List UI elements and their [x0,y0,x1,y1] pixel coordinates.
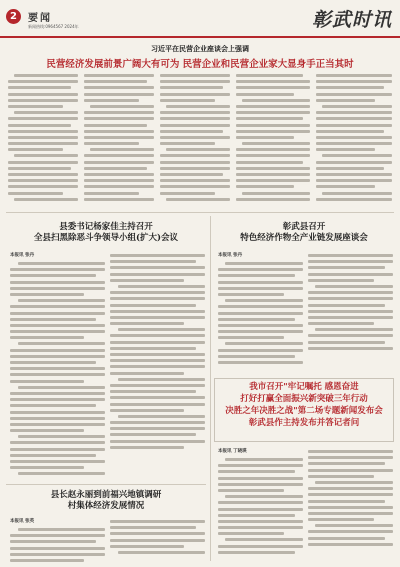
lead-body-col-2 [84,74,154,209]
lead-body-col-1 [8,74,78,209]
story-left-top-byline: 本报讯 张丹 [10,253,35,258]
page-number: 2 [6,9,21,24]
story-right-top-col-1 [218,250,303,370]
story-right-bottom-col-2 [308,450,393,561]
story-right-top-col-2 [308,254,393,370]
lead-headline: 民营经济发展前景广阔大有可为 民营企业和民营企业家大显身手正当其时 [46,59,354,70]
story-right-top-byline: 本报讯 张丹 [218,253,243,258]
story-left-bottom-headline: 县长赵永丽到前福兴地镇调研 村集体经济发展情况 [50,490,162,511]
lead-body-col-3 [160,74,230,209]
story-left-bottom-col-1 [10,516,105,563]
lead-kicker: 习近平在民营企业座谈会上强调 [151,44,249,53]
header-meta: 新闻热线:0964567 2024年 [28,24,79,29]
lead-body-col-5 [316,74,392,209]
story-right-bottom-col-1 [218,446,303,561]
lead-body-col-4 [236,74,310,209]
story-right-bottom-byline: 本报讯 丁晓瑛 [218,449,247,454]
page-header [0,0,400,38]
story-right-bottom-headline: 我市召开"牢记嘱托 感恩奋进 打好打赢全面振兴新突破三年行动 决胜之年决胜之战"第二场专题新闻发布会 彰武县作主持发布并答记者问 [225,382,383,428]
story-left-divider [6,484,206,485]
section-divider [6,212,394,213]
story-left-top-headline: 县委书记杨家佳主持召开 全县扫黑除恶斗争领导小组(扩大)会议 [33,222,179,243]
story-left-bottom-byline: 本报讯 张英 [10,519,35,524]
header-rule [0,36,400,38]
story-left-bottom-col-2 [110,520,205,563]
section-title: 要闻 [28,13,52,24]
story-right-top-headline: 彰武县召开 特色经济作物全产业链发展座谈会 [240,222,368,243]
story-left-top-col-2 [110,254,205,480]
story-left-top-col-1 [10,250,105,480]
masthead-logo: 彰武时讯 [311,9,392,31]
column-divider [210,216,211,561]
